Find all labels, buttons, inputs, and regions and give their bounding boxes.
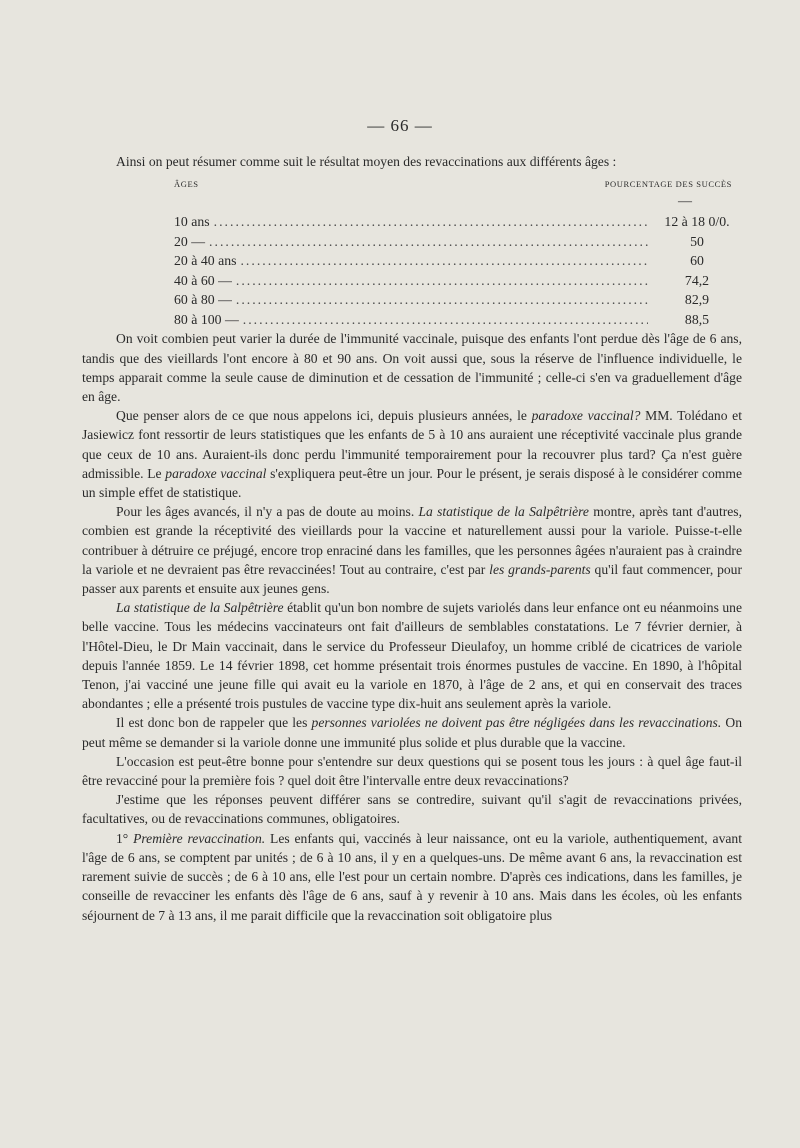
- revaccination-table: [174, 212, 742, 329]
- italic-text: paradoxe vaccinal?: [531, 408, 641, 424]
- leader-dots: [240, 251, 648, 270]
- leader-dots: [236, 271, 648, 290]
- italic-text: personnes variolées ne doivent pas être négligées dans les revaccinations.: [311, 715, 722, 731]
- table-row: [174, 212, 742, 232]
- table-row: [174, 271, 742, 291]
- row-age: 60 à 80 —: [174, 292, 232, 308]
- paragraph-answers: J'estime que les réponses peuvent différer sans se contredire, suivant qu'il s'agit de revaccinations privées, facultatives, ou de revaccinations communes, obligatoires.: [82, 792, 742, 827]
- italic-text: Première revaccination.: [133, 830, 266, 846]
- row-age: 80 à 100 —: [174, 311, 239, 327]
- text-run: qu'il faut commencer, pour passer aux parents et ensuite aux jeunes gens.: [82, 561, 743, 597]
- text-run: Que penser alors de ce que nous appelons ici, depuis plusieurs années, le: [116, 408, 532, 424]
- text-run: Les enfants qui, vaccinés à leur naissance, ont eu la variole, authentiquement, avant l'âge de 6 ans, se comptent par unités ; de 6 à 10 ans, il y en a quelques-uns. De même avant 6 ans, la revaccination est rarement suivie de succès ; de 6 à 10 ans, elle l'est pour un certain nombre. D'après ces indications, dans les familles, je conseille de revacciner les enfants dès l'âge de 6 ans, sauf à y revenir à 10 ans. Mais dans les écoles, où les enfants séjournent de 7 à 13 ans, il me parait difficile que la revaccination soit obligatoire plus: [82, 830, 742, 923]
- table-row: [174, 290, 742, 310]
- intro-paragraph: Ainsi on peut résumer comme suit le résultat moyen des revaccinations aux différents âges :: [116, 154, 617, 169]
- italic-text: La statistique de la Salpêtrière: [116, 600, 284, 616]
- row-percentage: 88,5: [684, 311, 710, 327]
- paragraph-variola-cases: [82, 598, 742, 713]
- row-percentage: 50: [690, 233, 704, 249]
- paragraph-reminder: [82, 713, 742, 751]
- text-run: Pour les âges avancés, il n'y a pas de doute au moins.: [116, 504, 419, 520]
- text-run: établit qu'un bon nombre de sujets variolés dans leur enfance ont eu néanmoins une belle vaccine. Tous les médecins vaccinateurs ont fait d'ailleurs de semblables constatations. Le 7 février dernier, à l'Hôtel-Dieu, le Dr Main vaccinait, dans le service du Professeur Dieulafoy, un homme criblé de cicatrices de variole depuis l'année 1859. Le 14 février 1898, cet homme présentait trois énormes pustules de vaccine. En 1890, à l'hôpital Tenon, j'ai vacciné une jeune fille qui avait eu la variole en 1870, à l'âge de 2 ans, et qui en conservait des traces abondantes ; elle a présenté trois pustules de vaccine type dix-huit ans seulement après la variole.: [82, 600, 742, 712]
- leader-dots: [243, 310, 648, 329]
- paragraph-paradox: [82, 406, 742, 502]
- paragraph-immunity-duration: On voit combien peut varier la durée de l'immunité vaccinale, puisque des enfants l'ont perdue dès l'âge de 6 ans, tandis que des vieillards l'ont encore à 80 et 90 ans. On voit aussi que, sous la réserve de l'influence individuelle, le temps apparait comme la seule cause de diminution et de cessation de l'immunité ; celle-ci s'en va graduellement d'âge en âge.: [82, 331, 742, 405]
- table-header-dash: —: [678, 194, 692, 210]
- paragraph-elderly: [82, 502, 742, 598]
- row-age: 20 à 40 ans: [174, 253, 237, 269]
- table-header: [82, 175, 742, 194]
- row-age: 20 —: [174, 233, 206, 249]
- italic-text: les grands-parents: [489, 561, 591, 577]
- table-row: [174, 232, 742, 252]
- paragraph-first-revaccination: [82, 829, 742, 925]
- text-run: MM. Tolédano et Jasiewicz font ressortir de leurs statistiques que les enfants de 5 à 10 ans auraient une réceptivité vaccinale plus grande que ceux de 10 ans. Auraient-ils donc perdu l'immunité temporairement pour la recouvrer plus tard? Ça n'est guère admissible. Le: [82, 408, 742, 481]
- page-body: [82, 152, 742, 925]
- text-run: On peut même se demander si la variole donne une immunité plus solide et plus durable que la vaccine.: [82, 715, 742, 750]
- row-age: 40 à 60 —: [174, 272, 232, 288]
- text-run: Il est donc bon de rappeler que les: [116, 715, 312, 731]
- text-run: 1°: [116, 830, 134, 846]
- leader-dots: [214, 212, 648, 231]
- text-run: montre, après tant d'autres, combien est grande la réceptivité des vieillards pour la vaccine et naturellement aussi pour la variole. Puisse-t-elle contribuer à détruire ce préjugé, encore trop enraciné dans les familles, que les personnes âgées n'auraient pas à craindre la variole et ne devraient pas être revaccinées! Tout au contraire, c'est par: [82, 504, 742, 577]
- paragraph-questions: L'occasion est peut-être bonne pour s'entendre sur deux questions qui se posent tous les jours : à quel âge faut-il être revacciné pour la première fois ? quel doit être l'intervalle entre deux revaccinations?: [82, 753, 742, 789]
- row-percentage: 60: [690, 253, 704, 269]
- leader-dots: [236, 290, 648, 309]
- italic-text: La statistique de la Salpêtrière: [418, 504, 589, 520]
- row-percentage: 12 à 18 0/0.: [664, 214, 730, 230]
- table-header-age: ÂGES: [174, 179, 199, 190]
- text-run: s'expliquera peut-être un jour. Pour le présent, je serais disposé à le considérer comme un simple effet de statistique.: [82, 465, 742, 501]
- table-header-percentage: POURCENTAGE DES SUCCÈS: [604, 179, 732, 190]
- table-row: [174, 310, 742, 330]
- table-row: [174, 251, 742, 271]
- row-percentage: 82,9: [684, 292, 710, 308]
- row-percentage: 74,2: [684, 272, 710, 288]
- page-number: — 66 —: [367, 116, 433, 135]
- row-age: 10 ans: [174, 214, 210, 230]
- leader-dots: [209, 232, 648, 251]
- italic-text: paradoxe vaccinal: [165, 465, 267, 481]
